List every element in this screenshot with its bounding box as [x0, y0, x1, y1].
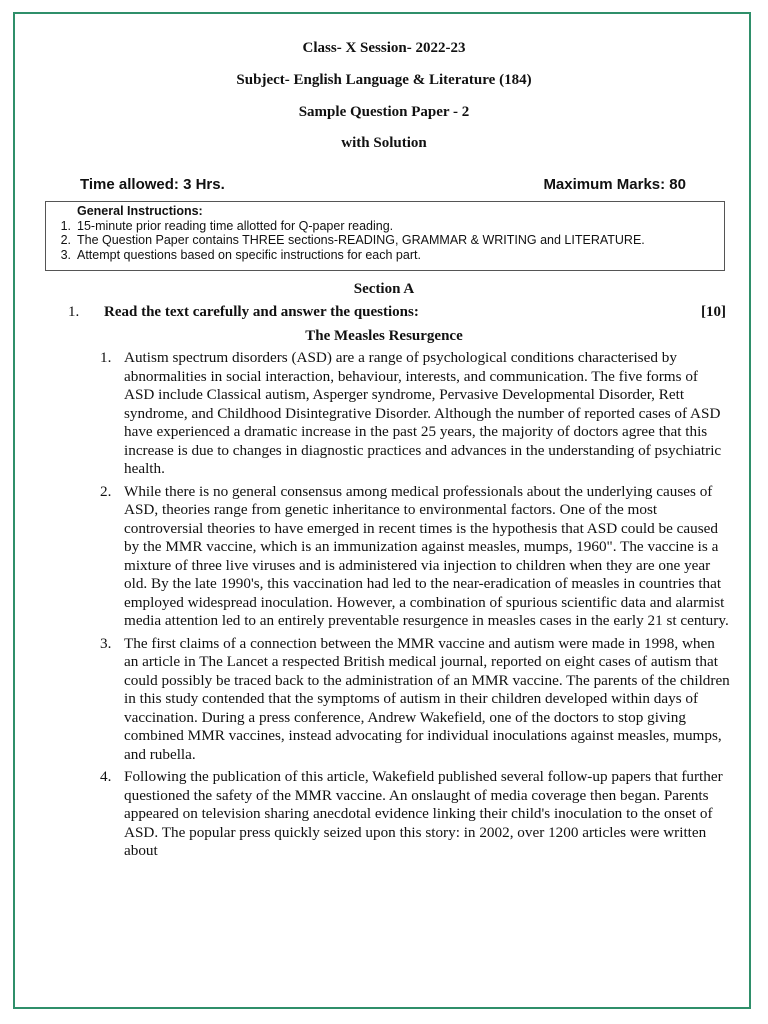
instruction-item: 1. 15-minute prior reading time allotted for Q-paper reading. [60, 218, 394, 233]
subject-heading: Subject- English Language & Literature (184) [236, 72, 532, 88]
section-title: Section A [353, 281, 415, 297]
passage-paragraph: 2. While there is no general consensus among medical professionals about the underlying causes of ASD, theories range from genetic inheritance to environmental factors. One of the most controversial theories to have emerged in recent times is the hypothesis that ASD could be caused by the MMR vaccine, which is an immunization against measles, mumps, 1960". The vaccine is a mixture of three live viruses and is administered via injection to children when they are one year old. By the late 1990's, this vaccination had led to the near-eradication of measles in countries that employed widespread inoculation. However, a combination of spurious scientific data and alarmist media attention led to an entirely preventable resurgence in measles cases in the early 21 st century. [100, 482, 729, 629]
paper-title: Sample Question Paper - 2 [298, 104, 470, 120]
maximum-marks: Maximum Marks: 80 [543, 176, 686, 193]
passage-paragraph: 4. Following the publication of this article, Wakefield published several follow-up papers that further questioned the safety of the MMR vaccine. An onslaught of media coverage then began. Parents appeared on television sharing anecdotal evidence linking their child's inoculation to the onset of ASD. The popular press quickly seized upon this story: in 2002, over 1200 articles were written about [100, 768, 723, 859]
passage [100, 349, 730, 865]
question-number: 1. [68, 304, 80, 320]
class-session-heading: Class- X Session- 2022-23 [302, 40, 466, 56]
instruction-item: 2. The Question Paper contains THREE sections-READING, GRAMMAR & WRITING and LITERATURE. [60, 233, 645, 247]
time-allowed: Time allowed: 3 Hrs. [80, 176, 225, 193]
passage-paragraph: 3. The first claims of a connection between the MMR vaccine and autism were made in 1998, when an article in The Lancet a respected British medical journal, reported on eight cases of autism that could possibly be traced back to the administration of an MMR vaccine. The parents of the children in this study contended that the symptoms of autism in their children developed within days of vaccination. During a press conference, Andrew Wakefield, one of the doctors to stop giving combined MMR vaccines, instead advocating for individual inoculations against measles, mumps, and rubella. [100, 634, 730, 763]
question-instruction: Read the text carefully and answer the questions: [104, 304, 419, 320]
general-instructions-box [45, 201, 725, 271]
instructions-title: General Instructions: [77, 204, 203, 218]
passage-paragraph: 1. Autism spectrum disorders (ASD) are a range of psychological conditions characterised by abnormalities in social interaction, behaviour, interests, and communication. The five forms of ASD include Classical autism, Asperger syndrome, Pervasive Developmental Disorder, Rett syndrome, and Childhood Disintegrative Disorder. Although the number of reported cases of ASD have experienced a dramatic increase in the past 25 years, the majority of doctors agree that this increase is due to changes in diagnostic practices and advances in the understanding of psychiatric health. [100, 349, 722, 477]
passage-title: The Measles Resurgence [305, 328, 463, 344]
question-marks: [10] [701, 304, 726, 320]
instruction-item: 3. Attempt questions based on specific instructions for each part. [60, 247, 421, 262]
solution-subtitle: with Solution [341, 135, 427, 151]
